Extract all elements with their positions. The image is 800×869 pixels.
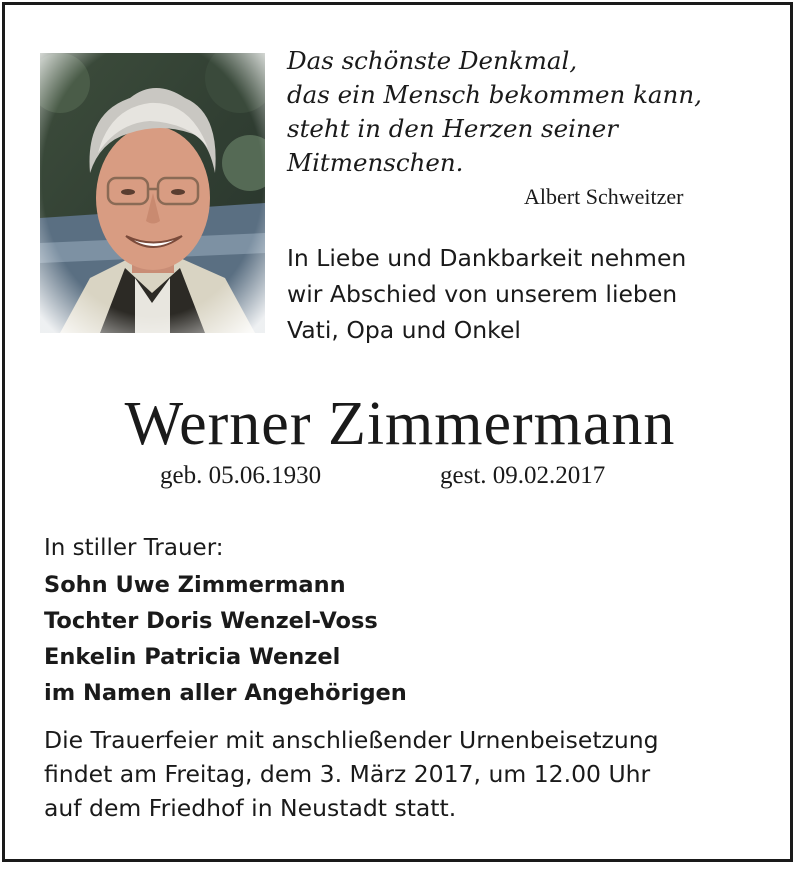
mourners-list [44,567,407,711]
mourning-label: In stiller Trauer: [44,535,224,561]
service-line: auf dem Friedhof in Neustadt statt. [44,794,457,822]
farewell-line: In Liebe und Dankbarkeit nehmen [287,244,687,272]
service-line: findet am Freitag, dem 3. März 2017, um 12.00 Uhr [44,760,651,788]
mourner-item: Tochter Doris Wenzel-Voss [44,608,378,634]
mourner-item: im Namen aller Angehörigen [44,680,407,706]
deceased-name: Werner Zimmermann [124,390,676,458]
quote-line: Mitmenschen. [287,148,464,177]
quote-line: Das schönste Denkmal, [287,46,578,75]
quote-author: Albert Schweitzer [524,184,684,209]
service-info [44,723,659,825]
birth-date: geb. 05.06.1930 [160,462,322,489]
farewell-line: wir Abschied von unserem lieben [287,280,678,308]
death-date: gest. 09.02.2017 [440,462,606,489]
quote-text [287,44,757,180]
farewell-text [287,240,686,348]
quote-line: steht in den Herzen seiner [287,114,618,143]
mourner-item: Enkelin Patricia Wenzel [44,644,341,670]
farewell-line: Vati, Opa und Onkel [287,316,521,344]
mourner-item: Sohn Uwe Zimmermann [44,572,346,598]
portrait-photo [40,53,265,333]
service-line: Die Trauerfeier mit anschließender Urnenbeisetzung [44,726,659,754]
quote-line: das ein Mensch bekommen kann, [287,80,702,109]
